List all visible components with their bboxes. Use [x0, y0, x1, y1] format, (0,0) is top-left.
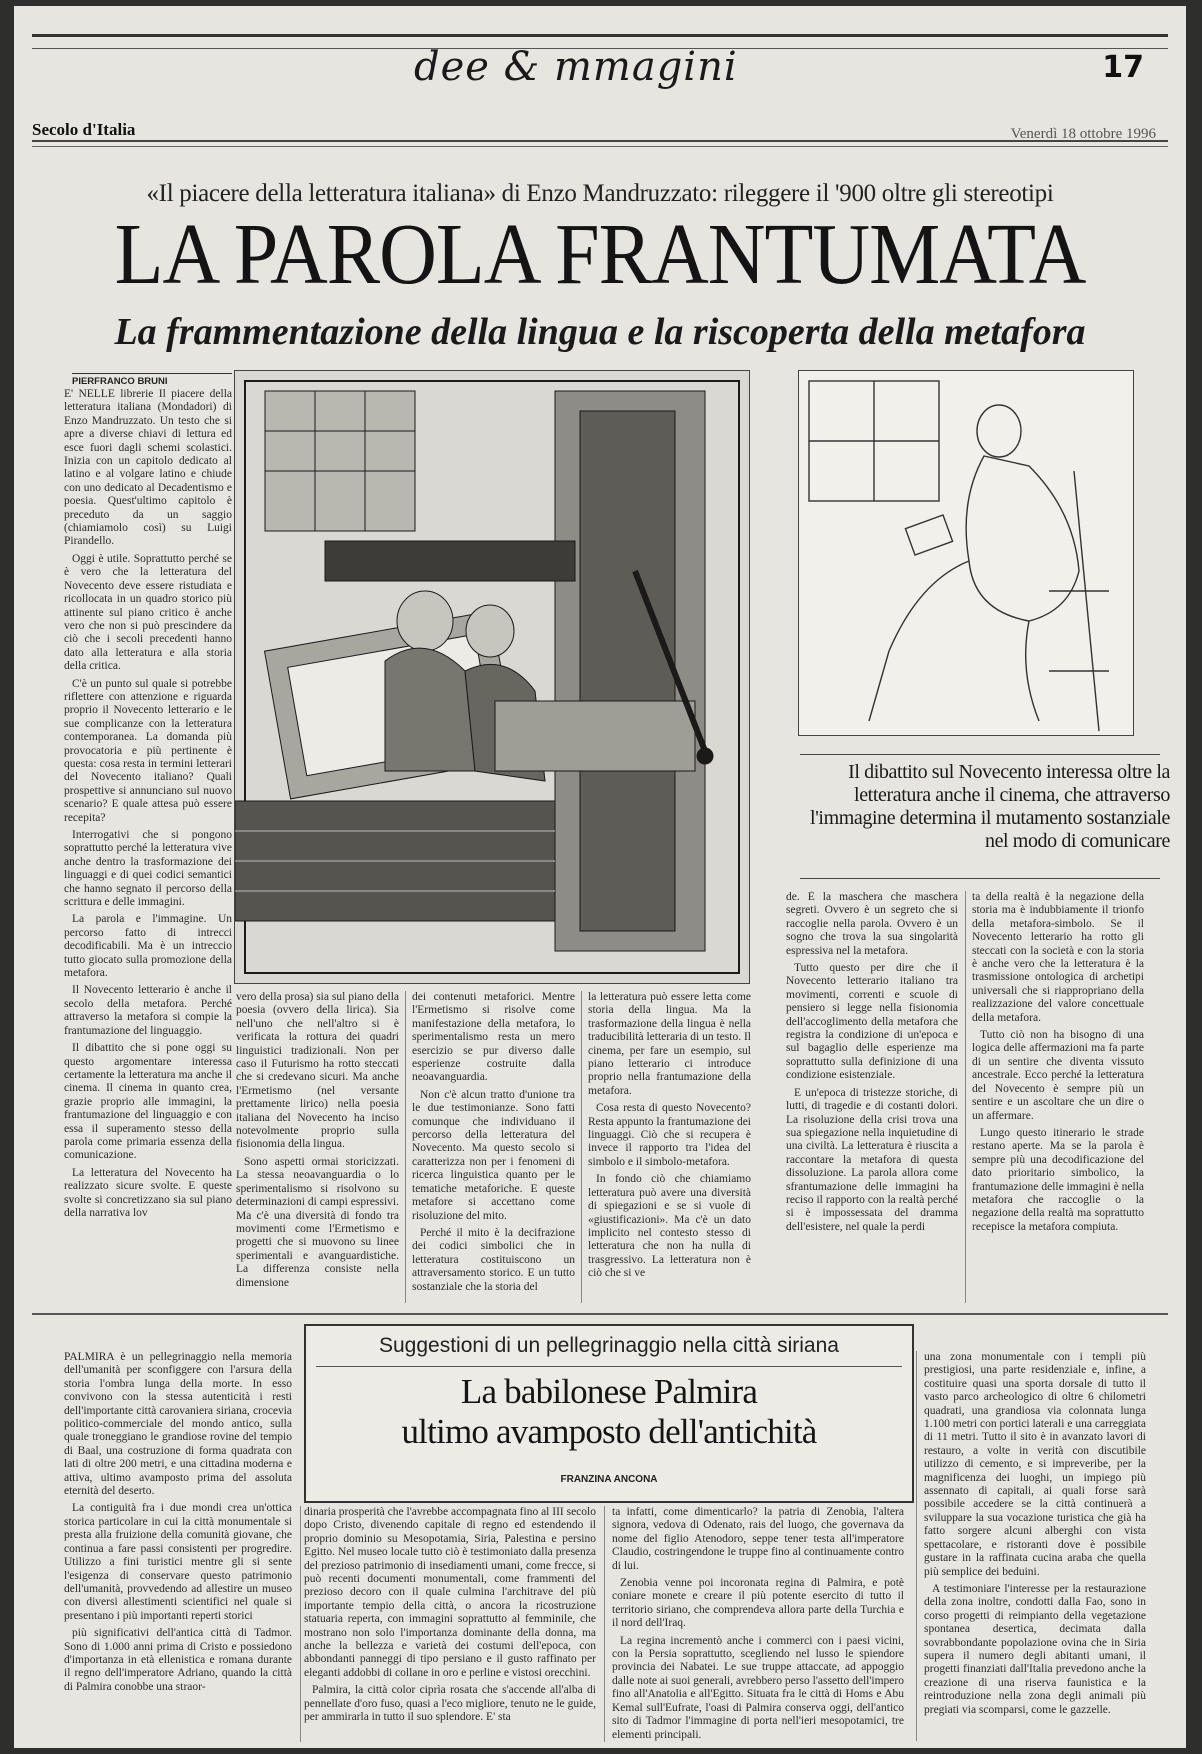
palmira-byline: FRANZINA ANCONA	[560, 1474, 658, 1485]
article-paragraph: dinaria prosperità che l'avrebbe accompagnata fino al III secolo dopo Cristo, divenendo capitale di regno ed estendendo il proprio dominio su Mesopotamia, Siria, Palestina e persino Egitto. Nel museo locale tutto ciò è testimoniato dalla presenza del prezioso patrimonio di insediamenti umani, come frecce, si può recenti documenti monumentali, come frammenti del prezioso decoro con il quale culmina l'architrave del più importante tempio della città, o ancora la ricostruzione statuaria reperta, con immagini soprattutto al femminile, che mostrano non solo l'importanza dominante della donna, ma anche la bellezza e varietà dei costumi dell'epoca, con abbondanti panneggi di tipo persiano e il gusto raffinato per eleganti addobbi di collane in oro e perline e vistosi orecchini.	[304, 1506, 596, 1679]
article-paragraph: Zenobia venne poi incoronata regina di Palmira, e potè coniare monete e creare il più potente esercito di tutto il territorio siriano, che comprendeva allora parte della Turchia e il nord dell'Iraq.	[612, 1577, 904, 1630]
palmira-column-2	[304, 1506, 596, 1742]
article-column-6	[972, 891, 1144, 1303]
article-paragraph: Tutto ciò non ha bisogno di una logica delle affermazioni ma fa parte di un sentire che diventa vissuto ancestrale. Ecco perché la letteratura del Novecento è sempre più un sentire e un ascoltare che un dire o un affermare.	[972, 1029, 1144, 1122]
article-paragraph: la letteratura può essere letta come storia della lingua. Ma la trasformazione della lingua è nella traducibilità letteraria di un testo. Il cinema, per fare un esempio, sul piano letterario ci introduce proprio nella frantumazione della metafora.	[588, 991, 751, 1097]
section-separator	[32, 1313, 1168, 1315]
article-column-5	[786, 891, 958, 1303]
article-paragraph: La letteratura del Novecento ha realizzato sicure svolte. E queste svolte si concretizzano sia sul piano della narrativa lov	[64, 1166, 232, 1219]
column-divider	[916, 1351, 917, 1741]
page-number: 17	[1102, 50, 1144, 85]
article-paragraph: vero della prosa) sia sul piano della poesia (ovvero della lirica). Sia nell'uno che nell'altro si è verificata la rottura dei quadri linguistici tradizionali. Non per caso il Futurismo ha rotto steccati che si credevano sicuri. Ma anche l'Ermetismo (nel versante prettamente lirico) nella poesia italiana del Novecento ha inciso notevolmente proprio sulla fisionomia della lingua.	[236, 991, 399, 1151]
column-divider	[965, 891, 966, 1303]
top-rule	[32, 34, 1168, 37]
article-paragraph: ta infatti, come dimenticarlo? la patria di Zenobia, l'altera signora, vedova di Odenato, rais del luogo, che governava da nome del figlio Atenodoro, seppe tener testa all'imperatore Claudio, costringendone le truppe fino al continuamente contro di lui.	[612, 1506, 904, 1572]
article-paragraph: più significativi dell'antica città di Tadmor. Sono di 1.000 anni prima di Cristo e possiedono d'importanza in età ellenistica e romana durante il regno dell'imperatore Adriano, quando la città di Palmira conobbe una straor-	[64, 1627, 292, 1693]
article-paragraph: Il dibattito che si pone oggi su questo argomentare interessa certamente la letteratura ma anche il cinema. Il cinema in quanto crea, grazie proprio alle immagini, la frantumazione del linguaggio e con essa il superamento stesso della parola come primaria essenza della comunicazione.	[64, 1042, 232, 1162]
article-paragraph: Oggi è utile. Soprattutto perché se è vero che la letteratura del Novecento deve essere ristudiata e ricollocata in un quadro storico più attinente sul piano critico è anche vero che non si può prescindere da ciò che i secoli precedenti hanno dato alla letteratura e alla storia della critica.	[64, 552, 232, 673]
palmira-column-1	[64, 1351, 292, 1741]
article-paragraph: Interrogativi che si pongono soprattutto perché la letteratura vive anche dentro la trasformazione dei linguaggi e di quei codici semantici che hanno segnato il percorso della scrittura e delle immagini.	[64, 829, 232, 909]
article-column-4	[588, 991, 751, 1303]
column-divider	[405, 991, 406, 1303]
masthead: Secolo d'Italia	[32, 120, 136, 139]
article-paragraph: Cosa resta di questo Novecento? Resta appunto la frantumazione dei linguaggi. Ciò che si recupera è invece il rapporto tra l'idea del simbolo e il simbolo-metafora.	[588, 1102, 751, 1168]
caption-rule-bottom	[800, 878, 1160, 879]
article-subhead: La frammentazione della lingua e la riscoperta della metafora	[114, 311, 1086, 353]
palmira-kicker: Suggestioni di un pellegrinaggio nella città siriana	[379, 1334, 839, 1357]
palmira-title-line-2: ultimo avamposto dell'antichità	[401, 1412, 817, 1451]
caption-rule-top	[800, 754, 1160, 755]
article-paragraph: Tutto questo per dire che il Novecento letterario italiano tra movimenti, correnti e scuole di pensiero si legge nella fisionomia dell'accoglimento della metafora che registra la condizione di un'epoca e sul bagaglio delle esperienze ma soprattutto sulla definizione di una condizione esistenziale.	[786, 962, 958, 1082]
article-paragraph: E un'epoca di tristezze storiche, di lutti, di tragedie e di costanti dolori. La risoluzione della crisi trova una sua spiegazione nella inquietudine di una civiltà. La letteratura è riuscita a raccontare la metafora di questa dissoluzione. La parola allora come sfrantumazione delle immagini ha reciso il rapporto con la realtà perché si è impossessata del dramma dell'esistere, nel quale la perdi	[786, 1086, 958, 1233]
dateline: Venerdì 18 ottobre 1996	[1010, 126, 1156, 142]
section-title: dee & mmagini	[414, 44, 738, 90]
article-paragraph: PALMIRA è un pellegrinaggio nella memoria dell'umanità per sconfiggere con l'arsura della storia l'ombra lunga della morte. In esso convivono con la stessa autenticità i resti dell'importante città carovaniera siriana, crocevia politico-commerciale del mondo antico, sulla quale troneggiano le grandiose rovine del tempio di Baal, una costruzione di forma quadrata con lati di oltre 200 metri, e una cittadina moderna e attiva, ultimo avamposto prima del assoluta eternità del deserto.	[64, 1351, 292, 1498]
article-kicker: «Il piacere della letteratura italiana» di Enzo Mandruzzato: rileggere il '900 oltre gli stereotipi	[146, 180, 1054, 207]
header-double-rule	[32, 140, 1168, 142]
article-paragraph: C'è un punto sul quale si potrebbe riflettere con attenzione e riguarda proprio il Novecento letterario e le sue complicanze con la letteratura contemporanea. La domanda più provocatoria e più pertinente è questa: cosa resta in termini letterari del Novecento italiano? Quali prospettive si annunciano sul nuovo scenario? E quale attesa può essere recepita?	[64, 677, 232, 824]
palmira-headline-box	[304, 1324, 914, 1503]
article-paragraph: A testimoniare l'interesse per la restaurazione della zona inoltre, condotti dalla Fao, sono in corso progetti di reimpianto della vegetazione spontanea desertica, decimata dalla sovrabbondante popolazione ovina che in Siria supera il numero degli abitanti umani, il progetti finanziati dall'Italia prevedono anche la creazione di una riserva faunistica e la reintroduzione nella zona degli animali più pregiati via scomparsi, come le gazzelle.	[924, 1582, 1146, 1716]
article-paragraph: Lungo questo itinerario le strade restano aperte. Ma se la parola è sempre più una decodificazione del dato prioritario simbolico, la frantumazione delle immagini è nella metafora che raccoglie o la negazione della realtà ma soprattutto recepisce la metafora compiuta.	[972, 1126, 1144, 1233]
article-column-1	[64, 388, 232, 1300]
article-paragraph: La regina incrementò anche i commerci con i paesi vicini, con la Persia soprattutto, scegliendo nel lusso le spiendore provincia dei Nabatei. Le sue truppe attaccate, ad appoggio dalle note ai suoi generali, avrebbero perso l'assetto dell'impero fino all'Anatolia e all'Egitto. Situata fra le città di Homs e Abu Kemal sull'Eufrate, l'oasi di Palmira conserva oggi, dell'antico sito di Tadmor l'immagine di porta nell'ieri mesopotamici, tre elementi principali.	[612, 1634, 904, 1741]
article-paragraph: La parola e l'immagine. Un percorso fatto di intrecci decodificabili. Ma è un intreccio tutto giocato sulla promozione della metafora.	[64, 913, 232, 980]
article-paragraph: una zona monumentale con i templi più prestigiosi, una parte residenziale e, infine, a costituire quasi una sporta dorsale di tutto il vasto parco archeologico di oltre 6 chilometri quadrati, una grandiosa via colonnata lunga 1.100 metri con portici laterali e una carreggiata di 11 metri. Tutto il sito è in avanzato lavori di restauro, a volte in verità con discutibile utilizzo di cemento, e si impreveribe, per la magnificenza dei luoghi, un impiego più assennato di capitali, ai quali forse sarà possibile accedere se la città continuerà a sviluppare la sua vocazione turistica che già ha fatto sorgere alcuni alberghi con vista spettacolare, e ristoranti dove è possibile gustare in la raffinata cucina araba che quella più semplice dei beduini.	[924, 1351, 1146, 1578]
article-paragraph: La contiguità fra i due mondi crea un'ottica storica particolare in cui la città monumentale si presta alla fruizione della comunità giovane, che continua a fare passi consistenti per progredire. Utilizzo a fini turistici mentre gli si sente l'esigenza di conservare questo patrimonio dell'umanità, provvedendo ad allestire un museo con diversi allestimenti scientifici nel quale si presentano i più importanti reperti storici	[64, 1502, 292, 1622]
printing-press-illustration	[234, 370, 750, 984]
header-thin-rule	[32, 146, 1168, 147]
photo-caption: Il dibattito sul Novecento interessa oltre la letteratura anche il cinema, che attraverso l'immagine determina il mutamento sostanziale nel modo di comunicare	[810, 761, 1170, 852]
palmira-title-line-1: La babilonese Palmira	[460, 1372, 758, 1411]
column-divider	[300, 1506, 301, 1742]
article-paragraph: Non c'è alcun tratto d'unione tra le due testimonianze. Sono fatti comunque che individuano il percorso della letteratura del Novecento. Ma questo secolo si caratterizza non per i fenomeni di ricerca linguistica quanto per le tematiche metaforiche. E queste metafore si accettano come risoluzione del mito.	[412, 1088, 575, 1222]
article-column-2	[236, 991, 399, 1303]
article-paragraph: E' NELLE librerie Il piacere della letteratura italiana (Mondadori) di Enzo Mandruzzato. Un testo che si apre a diverse chiavi di lettura ed esce fuori dagli schemi scolastici. Inizia con un capitolo dedicato al latino e al volgare latino e chiude con uno dedicato al Decadentismo e poesia. Quest'ultimo capitolo è preceduto da un saggio (chiamiamolo così) su Luigi Pirandello.	[64, 388, 232, 548]
article-column-3	[412, 991, 575, 1303]
palmira-column-3	[612, 1506, 904, 1742]
article-paragraph: In fondo ciò che chiamiamo letteratura può avere una diversità di spiegazioni e se si vuole di «giustificazioni». Ma c'è un dato implicito nel contesto stesso di letteratura che non ha nulla di trasgressivo. La letteratura non è ciò che si ve	[588, 1173, 751, 1280]
seated-figure-sketch	[798, 370, 1134, 736]
article-headline: LA PAROLA FRANTUMATA	[114, 207, 1086, 303]
article-paragraph: Palmira, la città color ciprìa rosata che s'accende all'alba di pennellate d'oro fuso, quasi a l'eco migliore, tenuto ne le guide, per ammirarla in tutto il suo splendore. E' sta	[304, 1684, 596, 1724]
article-paragraph: de. È la maschera che maschera segreti. Ovvero è un segreto che si raccoglie nella parola. Ovvero è un sogno che trova la sua singolarità espressiva nel la metafora.	[786, 891, 958, 957]
article-paragraph: Sono aspetti ormai storicizzati. La stessa neoavanguardia o lo sperimentalismo si risolvono su determinazioni di campi espressivi. Ma c'è una diversità di fondo tra movimenti come l'Ermetismo e progetti che si muovono su linee sperimentali e avanguardistiche. La differenza consiste nella dimensione	[236, 1155, 399, 1289]
newspaper-page	[14, 6, 1186, 1748]
article-paragraph: Il Novecento letterario è anche il secolo della metafora. Perché attraverso la metafora si compie la frantumazione del linguaggio.	[64, 984, 232, 1037]
column-divider	[581, 991, 582, 1303]
palmira-title	[306, 1372, 912, 1452]
box-rule	[316, 1366, 902, 1367]
article-byline: PIERFRANCO BRUNI	[72, 373, 232, 387]
article-paragraph: Perché il mito è la decifrazione dei codici simbolici che in letteratura costituiscono un attraversamento storico. E un tutto sostanziale che la storia del	[412, 1226, 575, 1293]
palmira-column-4	[924, 1351, 1146, 1741]
article-paragraph: ta della realtà è la negazione della storia ma è indubbiamente il trionfo della metafora-simbolo. Se il Novecento letterario ha rotto gli steccati con la società e con la storia è anche vero che la letteratura è la trasmissione ontologica di archetipi universali che si riappropriano della realizzazione del valore concettuale della metafora.	[972, 891, 1144, 1024]
article-paragraph: dei contenuti metaforici. Mentre l'Ermetismo si risolve come manifestazione della metafora, lo sperimentalismo resta un mero esercizio se pur diverso dalle esperienze costruite dalla neoavanguardia.	[412, 991, 575, 1084]
column-divider	[604, 1506, 605, 1742]
